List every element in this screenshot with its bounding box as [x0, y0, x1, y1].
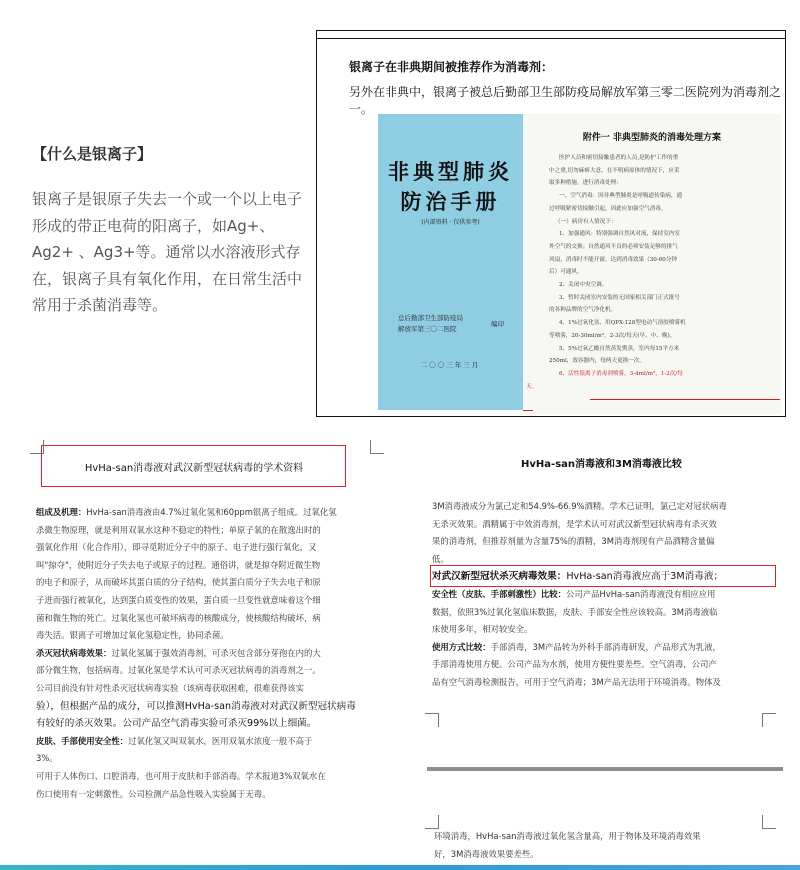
doc-line: 部分微生物，包括病毒。过氧化氢是学术认可可杀灭冠状病毒的消毒剂之一。 [36, 665, 321, 676]
doc-line: 验），但根据产品的成分，可以推测HvHa-san消毒液对对武汉新型冠状病毒 [36, 700, 356, 712]
label-usage: 使用方式比较： [432, 641, 491, 652]
book-title-line1: 非典型肺炎 [388, 159, 513, 184]
doc-line: 有较好的杀灭效果。公司产品空气消毒实验可杀灭99%以上细菌。 [36, 718, 317, 730]
doc-line: 床使用多年，相对较安全。 [432, 624, 533, 635]
red-underline-mark [590, 399, 780, 400]
scan-top-rule [316, 30, 786, 31]
doc-line: 手部消毒使用方便。公司产品为水剂，使用方便性要差些。空气消毒，公司产 [432, 659, 717, 670]
appendix-line: 中之重,切勿麻痹大意。在不明病原体的情况下，应采 [549, 167, 680, 174]
page-corner-mark [762, 815, 776, 829]
doc-line: 公司产品HvHa-san消毒液没有相应应用 [566, 588, 716, 599]
doc-line: 果的消毒剂，但推荐剂量为含量75%的酒精，3M消毒剂现有产品酒精含量偏 [432, 536, 715, 547]
book-publisher [398, 313, 463, 335]
doc-line: 叫"掠夺"，使附近分子失去电子或原子的过程。通俗讲，就是掠夺附近微生物 [36, 559, 321, 570]
book-editor: 编印 [491, 320, 504, 328]
appendix-line: 一、空气消毒：因非典型肺炎是呼吸道传染病，通 [559, 193, 683, 200]
appendix-line: 250ml，放容器内，每两天更换一次。 [549, 358, 646, 365]
page-corner-mark [425, 713, 439, 727]
appendix-text [526, 152, 777, 393]
doc-line: 环境消毒，HvHa-san消毒液过氧化氢含量高，用于物体及环境消毒效果 [434, 831, 701, 841]
appendix-line: 外空气的交换；自然通风不良的必须安装足够的排气 [549, 243, 678, 250]
doc-line: 手部消毒，3M产品转为外科手部消毒研发，产品形式为乳液， [490, 641, 721, 652]
right-doc-continuation [434, 828, 774, 863]
appendix-page-image [523, 114, 781, 414]
doc-line: 品有空气消毒检测报告，可用于空气消毒；3M产品无法用于环境消毒。物体及 [432, 676, 721, 687]
scan-top-rule-inner [316, 38, 786, 39]
book-note: (内部资料 · 仅供参考) [421, 219, 480, 226]
doc-line: 可用于人体伤口、口腔消毒，也可用于皮肤和手部消毒。学术报道3%双氧水在 [36, 770, 326, 781]
appendix-line: 取多种措施，进行消毒处理： [549, 180, 622, 187]
doc-line: 杀微生物原理，就是利用双氧水这种不稳定的特性；单原子氧的在散逸出时的 [36, 524, 321, 535]
book-publisher-line1: 总后勤部卫生部防疫局 [398, 314, 463, 322]
doc-line: HvHa-san消毒液由4.7%过氧化氢和60ppm银离子组成。过氧化氢 [86, 507, 337, 517]
appendix-line: 后）可通风。 [549, 269, 583, 276]
doc-line: 过氧化氢又叫双氧水，医用双氧水浓度一般不高于 [128, 735, 313, 746]
appendix-line: 5、5%过氧乙酸自然蒸发熏蒸，室内每15平方米 [559, 345, 680, 352]
label-safety: 安全性（皮肤、手部刺激性）比较： [432, 588, 566, 599]
label-effect: 对武汉新型冠状杀灭病毒效果： [432, 571, 567, 583]
doc-line: 公司目前没有针对性杀灭冠状病毒实验（该病毒获取困难，很难获得该实 [36, 682, 304, 693]
doc-line: 子进而强行被氧化，达到蛋白质变性的效果，蛋白质一旦变性就意味着这个细 [36, 594, 321, 605]
scan-heading: 银离子在非典期间被推荐作为消毒剂： [349, 60, 554, 74]
page-divider [427, 767, 783, 771]
appendix-title: 附件一 非典型肺炎的消毒处理方案 [582, 133, 722, 143]
scan-bottom-rule [316, 416, 786, 417]
right-doc-title: HvHa-san消毒液和3M消毒液比较 [521, 459, 682, 470]
doc-line: HvHa-san消毒液应高于3M消毒液； [566, 571, 724, 583]
right-doc-body [432, 498, 772, 692]
appendix-line: 2、关闭中央空调。 [559, 282, 608, 289]
doc-line: 3%。 [36, 753, 58, 764]
doc-line: 无杀灭效果。酒精属于中效消毒剂，是学术认可对武汉新型冠状病毒有杀灭效 [432, 518, 717, 529]
book-date: 二〇〇三年三月 [420, 361, 481, 369]
appendix-line: 过呼吸紧密切接触引起，因此应加强空气消毒。 [549, 205, 667, 212]
label-composition: 组成及机理： [36, 507, 87, 517]
red-underline-mark [523, 410, 533, 411]
left-doc-title: HvHa-san消毒液对武汉新型冠状病毒的学术资料 [84, 463, 304, 474]
page-corner-mark [762, 713, 776, 727]
appendix-line: 1、加强通风：特别强调自然风对流，保持室内室 [559, 231, 681, 238]
book-publisher-line2: 解放军第三〇二医院 [398, 325, 457, 333]
doc-line: 的电子和原子，从而破坏其蛋白质的分子结构，使其蛋白质分子失去电子和原 [36, 577, 321, 588]
appendix-line: 天。 [526, 383, 538, 390]
intro-paragraph: 银离子是银原子失去一个或一个以上电子形成的带正电荷的阳离子，如Ag+、Ag2+ 、Ag3+等。通常以水溶液形式存在，银离子具有氧化作用，在日常生活中常用于杀菌消毒等。 [32, 190, 303, 314]
scan-subtext: 另外在非典中，银离子被总后勤部卫生部防疫局解放军第三零二医院列为消毒剂之一。 [349, 85, 782, 116]
doc-line: 数据，依照3%过氧化氢临床数据，皮肤、手部安全性应该较高。3M消毒液临 [432, 606, 718, 617]
doc-line: 强氧化作用（化合作用），即寻觅附近分子中的原子、电子进行强行氧化，又 [36, 542, 317, 553]
label-effect: 杀灭冠状病毒效果： [36, 647, 112, 658]
book-title-line2: 防治手册 [400, 189, 501, 214]
appendix-line: 3、暂时关闭室内安装的无国家相关部门正式批号 [559, 294, 681, 301]
handbook-cover-image [378, 114, 523, 410]
doc-line: 低。 [432, 553, 449, 564]
doc-line: 伤口使用有一定刺激性。公司检测产品急性吸入实验属于无毒。 [36, 788, 271, 799]
doc-line: 菌和微生物的死亡。过氧化氢也可破坏病毒的核酸成分，使核酸结构破坏，病 [36, 612, 321, 623]
page-corner-mark [425, 815, 439, 829]
appendix-line: 医护人员和密切接触患者的人员,是防护工作的重 [559, 155, 679, 161]
doc-line: 3M消毒液成分为氯己定和54.9%-66.9%酒精。学术已证明，氯己定对冠状病毒 [432, 501, 727, 511]
label-safety: 皮肤、手部使用安全性： [36, 735, 129, 746]
appendix-line: 的各种品牌的空气净化机。 [549, 307, 617, 314]
appendix-line: 6、活性银离子消毒剂喷雾，3-4ml/m³，1-2次/每 [559, 370, 683, 377]
appendix-line: 4、1%过氧化氢，用QPX-128型电动气溶胶喷雾机 [559, 320, 686, 327]
appendix-line: 风扇，消毒时不能开窗，达到消毒效果（30-60分钟 [549, 256, 678, 263]
doc-line: 好，3M消毒液效果要差些。 [434, 848, 539, 859]
doc-line: 过氧化氢属于强效消毒剂，可杀灭包含部分芽孢在内的大 [111, 647, 321, 658]
appendix-line: 等喷雾，20-30ml/m³，2-3次/每天(早、中、晚)。 [549, 332, 676, 339]
bottom-color-bar [0, 865, 800, 870]
left-doc-body [36, 504, 371, 803]
doc-line: 毒失活。银离子可增加过氧化氢稳定性，协同杀菌。 [36, 630, 229, 641]
section-title-what-is-silver-ion: 【什么是银离子】 [32, 145, 153, 163]
page-corner-mark [370, 440, 384, 454]
appendix-line: （一）病房有人情况下： [555, 218, 617, 225]
